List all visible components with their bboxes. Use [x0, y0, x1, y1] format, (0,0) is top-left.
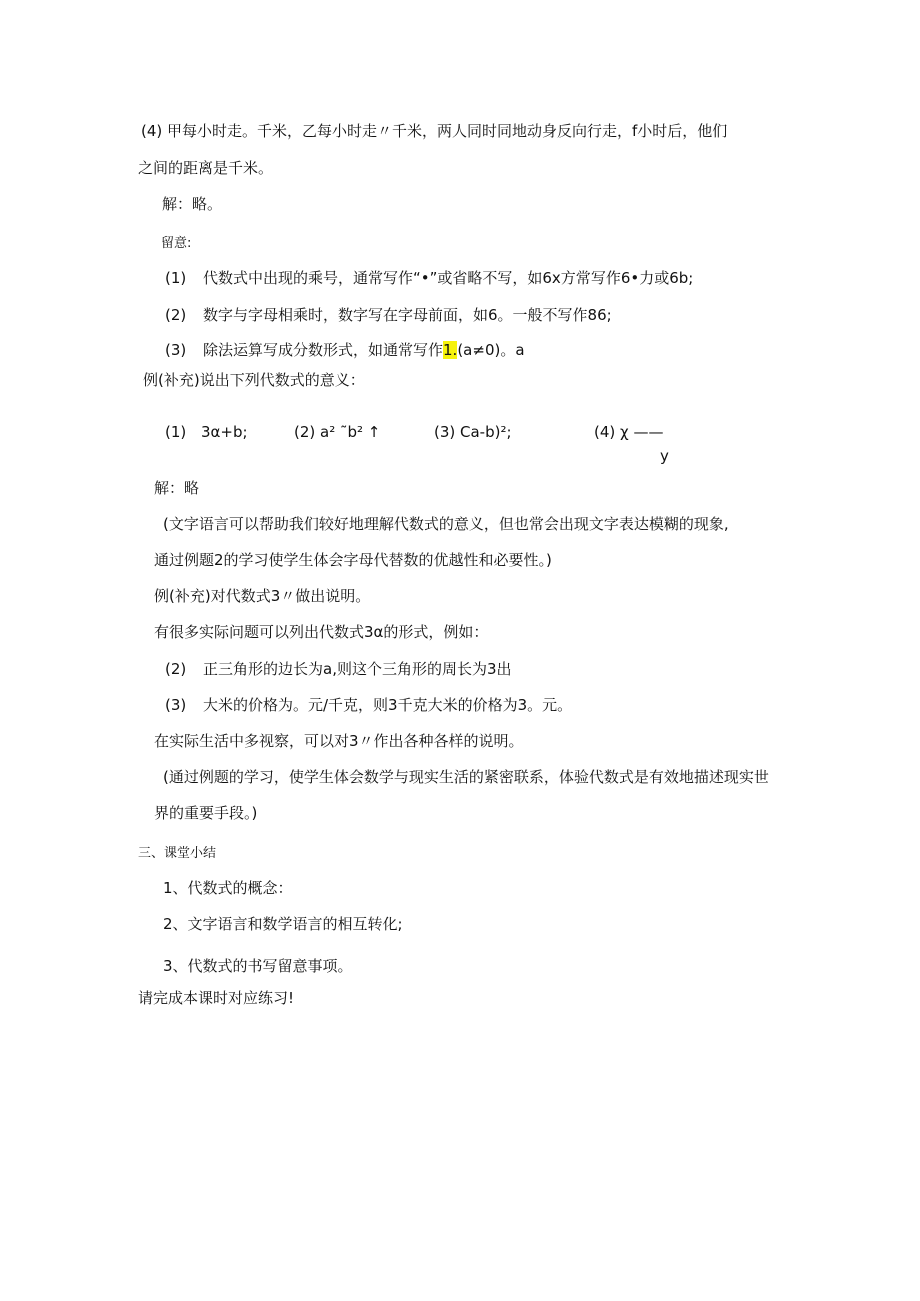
- example-2-item-2-text: 正三角形的边长为a,则这个三角形的周长为3出: [203, 660, 512, 678]
- solution-text: 解：略。: [162, 195, 223, 213]
- note-2-number: (2): [165, 306, 187, 324]
- example-1-expr-4-denominator: y: [660, 447, 669, 465]
- example-1-expr-4: (4) χ ——: [594, 423, 664, 441]
- solution-2-text: 解：略: [154, 479, 200, 497]
- summary-item-3: 3、代数式的书写留意事项。: [163, 957, 353, 975]
- note-3-highlight: 1.: [443, 341, 458, 359]
- example-2-item-3: [165, 695, 572, 715]
- summary-title: 三、课堂小结: [138, 846, 217, 861]
- example-2-item-3-text: 大米的价格为。元/千克，则3千克大米的价格为3。元。: [203, 696, 573, 714]
- note-3-text-after: (a≠0)。a: [457, 341, 525, 359]
- example-2-heading: 例(补充)对代数式3〃做出说明。: [154, 587, 371, 605]
- example-2-item-2-number: (2): [165, 660, 187, 678]
- comment-1-line-1: (文字语言可以帮助我们较好地理解代数式的意义，但也常会出现文字表达模糊的现象,: [163, 515, 729, 533]
- comment-2-line-2: 界的重要手段。): [154, 804, 258, 822]
- summary-item-2: 2、文字语言和数学语言的相互转化;: [163, 915, 403, 933]
- question-4-line-1: (4) 甲每小时走。千米，乙每小时走〃千米，两人同时同地动身反向行走，f小时后，他们: [141, 122, 728, 140]
- example-1-expr-1: [165, 422, 248, 442]
- note-1: [165, 268, 693, 288]
- summary-item-1: 1、代数式的概念：: [163, 879, 293, 897]
- note-3-number: (3): [165, 341, 187, 359]
- example-2-item-3-number: (3): [165, 696, 187, 714]
- note-2-text: 数字与字母相乘时，数字写在字母前面，如6。一般不写作86;: [203, 306, 612, 324]
- example-1-heading: 例(补充)说出下列代数式的意义：: [143, 371, 365, 389]
- example-1-expr-3: (3) Ca-b)²;: [434, 423, 512, 441]
- comment-1-line-2: 通过例题2的学习使学生体会字母代替数的优越性和必要性。): [154, 551, 552, 569]
- example-2-item-2: [165, 659, 512, 679]
- example-1-expr-2: (2) a² ˜b² ↑: [294, 423, 381, 441]
- summary-closing: 请完成本课时对应练习!: [138, 989, 295, 1007]
- note-3-text-before: 除法运算写成分数形式，如通常写作: [203, 341, 444, 359]
- example-2-intro: 有很多实际问题可以列出代数式3α的形式，例如：: [154, 623, 489, 641]
- example-2-closing: 在实际生活中多视察，可以对3〃作出各种各样的说明。: [154, 732, 524, 750]
- comment-2-line-1: (通过例题的学习，使学生体会数学与现实生活的紧密联系，体验代数式是有效地描述现实世: [163, 768, 769, 786]
- example-1-expr-1-text: 3α+b;: [201, 423, 248, 441]
- note-2: [165, 305, 612, 325]
- note-1-text: 代数式中出现的乘号，通常写作“•”或省略不写，如6x方常写作6•力或6b;: [203, 269, 694, 287]
- example-1-expr-1-number: (1): [165, 423, 187, 441]
- notes-title: 留意:: [161, 236, 192, 251]
- note-3: [165, 340, 525, 360]
- question-4-line-2: 之间的距离是千米。: [138, 159, 274, 177]
- note-1-number: (1): [165, 269, 187, 287]
